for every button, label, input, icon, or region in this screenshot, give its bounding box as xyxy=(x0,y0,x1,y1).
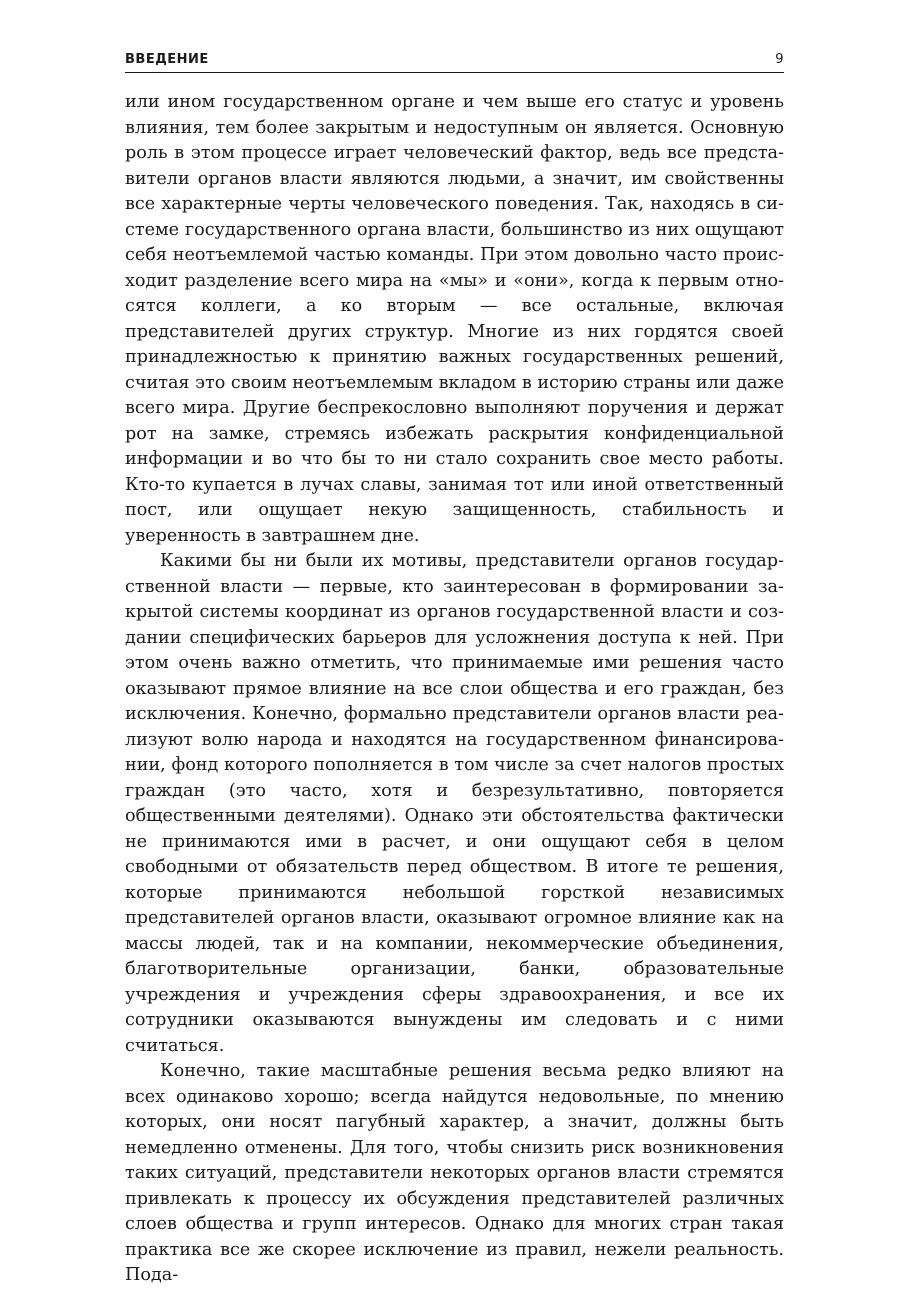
paragraph-2: Какими бы ни были их мотивы, представители органов государственной власти — первые, кто заинтересован в формировании закрытой системы координат из органов государственной власти и создании специфических барьеров для усложнения доступа к ней. При этом очень важно отметить, что принимаемые ими решения часто оказывают прямое влияние на все слои общества и его граждан, без исключения. Конечно, формально представители органов власти реализуют волю народа и находятся на государственном финансировании, фонд которого пополняется в том числе за счет налогов простых граждан (это часто, хотя и безрезультативно, повторяется общественными деятелями). Однако эти обстоятельства фактически не принимаются ими в расчет, и они ощущают себя в целом свободными от обязательств перед обществом. В итоге те решения, которые принимаются небольшой горсткой независимых представителей органов власти, оказывают огромное влияние как на массы людей, так и на компании, некоммерческие объединения, благотворительные организации, банки, образовательные учреждения и учреждения сферы здравоохранения, и все их сотрудники оказываются вынуждены им следовать и с ними считаться. xyxy=(125,551,784,1056)
page-number: 9 xyxy=(775,52,784,67)
paragraph-1: или ином государственном органе и чем выше его статус и уровень влияния, тем более закрытым и недоступным он является. Основную роль в этом процессе играет человеческий фактор, ведь все представители органов власти являются людьми, а значит, им свойственны все характерные черты человеческого поведения. Так, находясь в системе государственного органа власти, большинство из них ощущают себя неотъемлемой частью команды. При этом довольно часто происходит разделение всего мира на «мы» и «они», когда к первым относятся коллеги, а ко вторым — все остальные, включая представителей других структур. Многие из них гордятся своей принадлежностью к принятию важных государственных решений, считая это своим неотъемлемым вкладом в историю страны или даже всего мира. Другие беспрекословно выполняют поручения и держат рот на замке, стремясь избежать раскрытия конфиденциальной информации и во что бы то ни стало сохранить свое место работы. Кто-то купается в лучах славы, занимая тот или иной ответственный пост, или ощущает некую защищенность, стабильность и уверенность в завтрашнем дне. xyxy=(125,92,784,546)
section-title: ВВЕДЕНИЕ xyxy=(125,52,209,67)
running-head xyxy=(125,52,784,73)
paragraph-3: Конечно, такие масштабные решения весьма редко влияют на всех одинаково хорошо; всегда найдутся недовольные, по мнению которых, они носят пагубный характер, а значит, должны быть немедленно отменены. Для того, чтобы снизить риск возникновения таких ситуаций, представители некоторых органов власти стремятся привлекать к процессу их обсуждения представителей различных слоев общества и групп интересов. Однако для многих стран такая практика все же скорее исключение из правил, нежели реальность. Пода- xyxy=(125,1061,784,1285)
body-text xyxy=(125,90,784,1289)
